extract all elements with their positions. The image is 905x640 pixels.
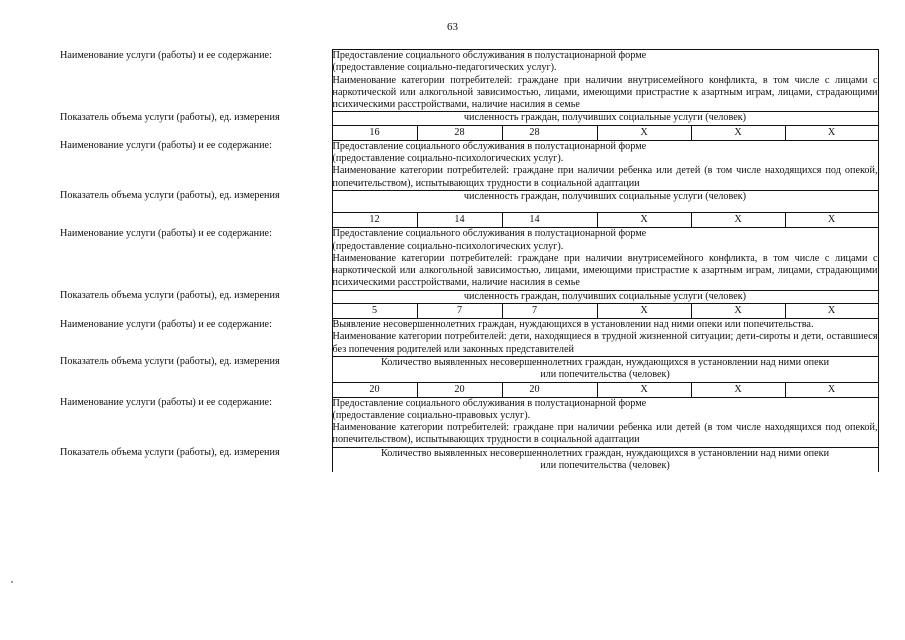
service-description	[332, 228, 878, 290]
service-subtitle: (предоставление социально-психологических услуг).	[332, 240, 564, 252]
consumer-category: Наименование категории потребителей: дети, находящиеся в трудной жизненной ситуации; дети-сироты и дети, оставшиеся без попечения родителей или законных представителей	[332, 331, 878, 355]
indicator-label: Показатель объема услуги (работы), ед. измерения	[60, 290, 332, 318]
value-cell: X	[597, 213, 691, 228]
service-row	[60, 319, 878, 357]
value-cell: X	[785, 213, 878, 228]
value-cell: X	[691, 213, 785, 228]
service-description	[332, 140, 878, 190]
value-cell: 28	[417, 125, 502, 140]
service-label: Наименование услуги (работы) и ее содержание:	[60, 319, 332, 357]
services-table	[60, 49, 879, 472]
value-cell: X	[691, 125, 785, 140]
consumer-category: Наименование категории потребителей: граждане при наличии ребенка или детей (в том числе находящихся под опекой, попечительством), испытывающих трудности в социальной адаптации	[332, 165, 878, 189]
value-cell	[502, 382, 597, 397]
service-title: Предоставление социального обслуживания в полустационарной форме	[332, 228, 647, 240]
value-cell: 16	[332, 125, 417, 140]
service-description	[332, 319, 878, 357]
indicator-label: Показатель объема услуги (работы), ед. измерения	[60, 112, 332, 140]
indicator-label: Показатель объема услуги (работы), ед. измерения	[60, 447, 332, 472]
service-description	[332, 397, 878, 447]
value-text: 7	[531, 305, 538, 317]
value-cell	[502, 125, 597, 140]
value-cell	[502, 304, 597, 319]
value-cell: X	[691, 382, 785, 397]
page-number: 63	[447, 21, 458, 33]
service-title: Предоставление социального обслуживания в полустационарной форме	[332, 50, 647, 61]
indicator-row	[60, 356, 878, 382]
value-text: 28	[529, 126, 540, 138]
value-cell: 5	[332, 304, 417, 319]
indicator-row	[60, 112, 878, 125]
service-subtitle: (предоставление социально-педагогических услуг).	[332, 62, 557, 74]
service-title: Выявление несовершеннолетних граждан, нуждающихся в установлении над ними опеки или попечительства.	[332, 319, 814, 331]
service-title: Предоставление социального обслуживания в полустационарной форме	[332, 397, 647, 409]
value-cell: X	[597, 304, 691, 319]
value-cell: 7	[417, 304, 502, 319]
value-text: 14	[529, 214, 540, 226]
value-cell: X	[785, 125, 878, 140]
indicator-label: Показатель объема услуги (работы), ед. измерения	[60, 190, 332, 227]
value-cell: X	[785, 304, 878, 319]
value-cell: 20	[417, 382, 502, 397]
value-cell: X	[691, 304, 785, 319]
indicator-unit: Количество выявленных несовершеннолетних граждан, нуждающихся в установлении над ними опеки или попечительства (человек)	[332, 447, 878, 472]
value-cell: X	[597, 125, 691, 140]
service-title: Предоставление социального обслуживания в полустационарной форме	[332, 140, 647, 152]
service-label: Наименование услуги (работы) и ее содержание:	[60, 50, 332, 112]
service-row	[60, 50, 878, 112]
value-cell: X	[597, 382, 691, 397]
indicator-unit: Количество выявленных несовершеннолетних граждан, нуждающихся в установлении над ними опеки или попечительства (человек)	[332, 356, 878, 382]
indicator-unit: численность граждан, получивших социальные услуги (человек)	[332, 112, 878, 125]
indicator-row	[60, 190, 878, 212]
value-cell: 14	[417, 213, 502, 228]
service-label: Наименование услуги (работы) и ее содержание:	[60, 397, 332, 447]
service-row	[60, 228, 878, 290]
value-text: 20	[529, 383, 540, 395]
indicator-label: Показатель объема услуги (работы), ед. измерения	[60, 356, 332, 397]
value-cell: 12	[332, 213, 417, 228]
indicator-row	[60, 447, 878, 472]
service-row	[60, 140, 878, 190]
indicator-unit: численность граждан, получивших социальные услуги (человек)	[332, 190, 878, 212]
scan-speck	[11, 581, 13, 583]
indicator-row	[60, 290, 878, 303]
value-cell: X	[785, 382, 878, 397]
service-subtitle: (предоставление социально-психологических услуг).	[332, 153, 564, 165]
service-label: Наименование услуги (работы) и ее содержание:	[60, 140, 332, 190]
indicator-unit: численность граждан, получивших социальные услуги (человек)	[332, 290, 878, 303]
consumer-category: Наименование категории потребителей: граждане при наличии внутрисемейного конфликта, в том числе с лицами с наркотической или алкогольной зависимостью, лицами, имеющими пристрастие к азартным играм, лицами, страдающими психическими расстройствами, наличие насилия в семье	[332, 74, 878, 111]
value-cell	[502, 213, 597, 228]
consumer-category: Наименование категории потребителей: граждане при наличии ребенка или детей (в том числе находящихся под опекой, попечительством), испытывающих трудности в социальной адаптации	[332, 422, 878, 446]
service-subtitle: (предоставление социально-правовых услуг).	[332, 409, 531, 421]
consumer-category: Наименование категории потребителей: граждане при наличии внутрисемейного конфликта, в том числе с лицами с наркотической или алкогольной зависимостью, лицами, имеющими пристрастие к азартным играм, лицами, страдающими психическими расстройствами, наличие насилия в семье	[332, 252, 878, 289]
service-row	[60, 397, 878, 447]
service-label: Наименование услуги (работы) и ее содержание:	[60, 228, 332, 290]
service-description	[332, 50, 878, 112]
value-cell: 20	[332, 382, 417, 397]
